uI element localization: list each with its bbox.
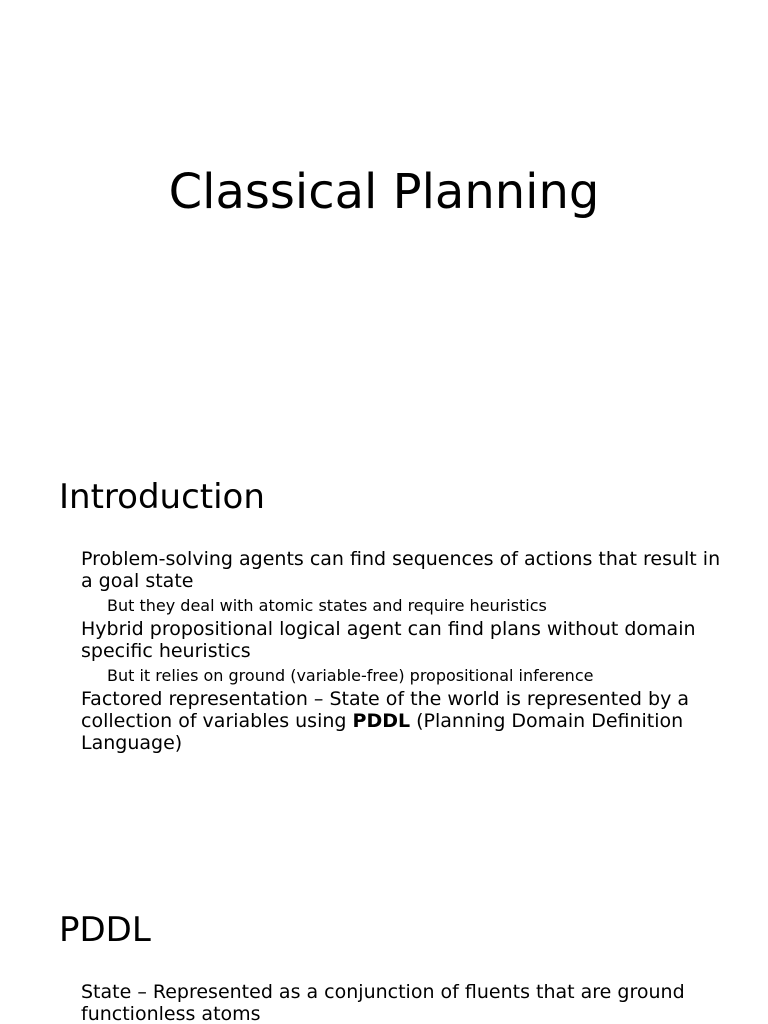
bullet-item: Problem-solving agents can find sequences of actions that result in a goal state <box>81 548 721 592</box>
section-heading-pddl: PDDL <box>59 910 151 950</box>
slide-title: Classical Planning <box>168 164 600 220</box>
sub-bullet-item: But it relies on ground (variable-free) propositional inference <box>107 666 594 685</box>
introduction-bullet-list <box>81 548 721 758</box>
bullet-text: Factored representation – State of the world is represented by a collection of variables using <box>81 688 690 732</box>
bullet-item: Hybrid propositional logical agent can find plans without domain specific heuristics <box>81 618 696 662</box>
pddl-bullet-list <box>81 981 721 1024</box>
bullet-item: State – Represented as a conjunction of fluents that are ground functionless atoms <box>81 981 685 1024</box>
bullet-emphasis-pddl: PDDL <box>352 710 411 732</box>
sub-bullet-item: But they deal with atomic states and require heuristics <box>107 596 547 615</box>
section-heading-introduction: Introduction <box>59 477 265 517</box>
bullet-item <box>81 688 721 754</box>
bullet-text: (Planning Domain Definition Language) <box>81 710 684 754</box>
